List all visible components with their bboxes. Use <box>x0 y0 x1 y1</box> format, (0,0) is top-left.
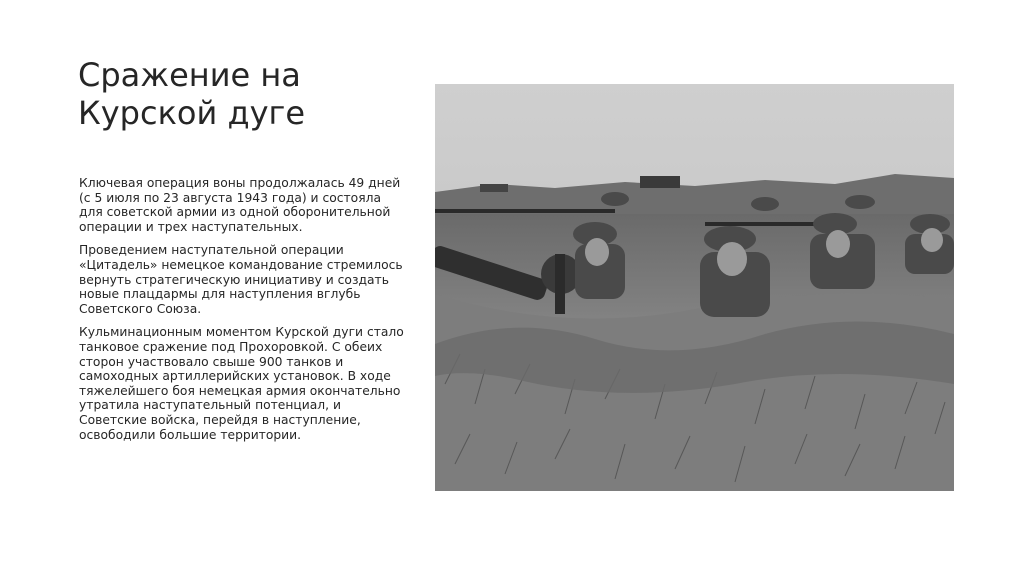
paragraph-2: Проведением наступательной операции «Цитадель» немецкое командование стремилось вернуть стратегическую инициативу и создать новые плацдармы для наступления вглубь Советского Союза. <box>79 243 403 316</box>
paragraph-1: Ключевая операция воны продолжалась 49 дней (с 5 июля по 23 августа 1943 года) и состояла для советской армии из одной оборонительной операции и трех наступательных. <box>79 176 401 234</box>
battle-photo <box>435 84 954 491</box>
slide-title: Сражение на Курской дуге <box>78 56 305 132</box>
slide-body <box>79 176 405 451</box>
paragraph-3: Кульминационным моментом Курской дуги стало танковое сражение под Прохоровкой. С обеих сторон участвовало свыше 900 танков и самоходных артиллерийских установок. В ходе тяжелейшего боя немецкая армия окончательно утратила наступательный потенциал, и Советские войска, перейдя в наступление, освободили большие территории. <box>79 325 404 442</box>
battle-photo-image <box>435 84 954 491</box>
